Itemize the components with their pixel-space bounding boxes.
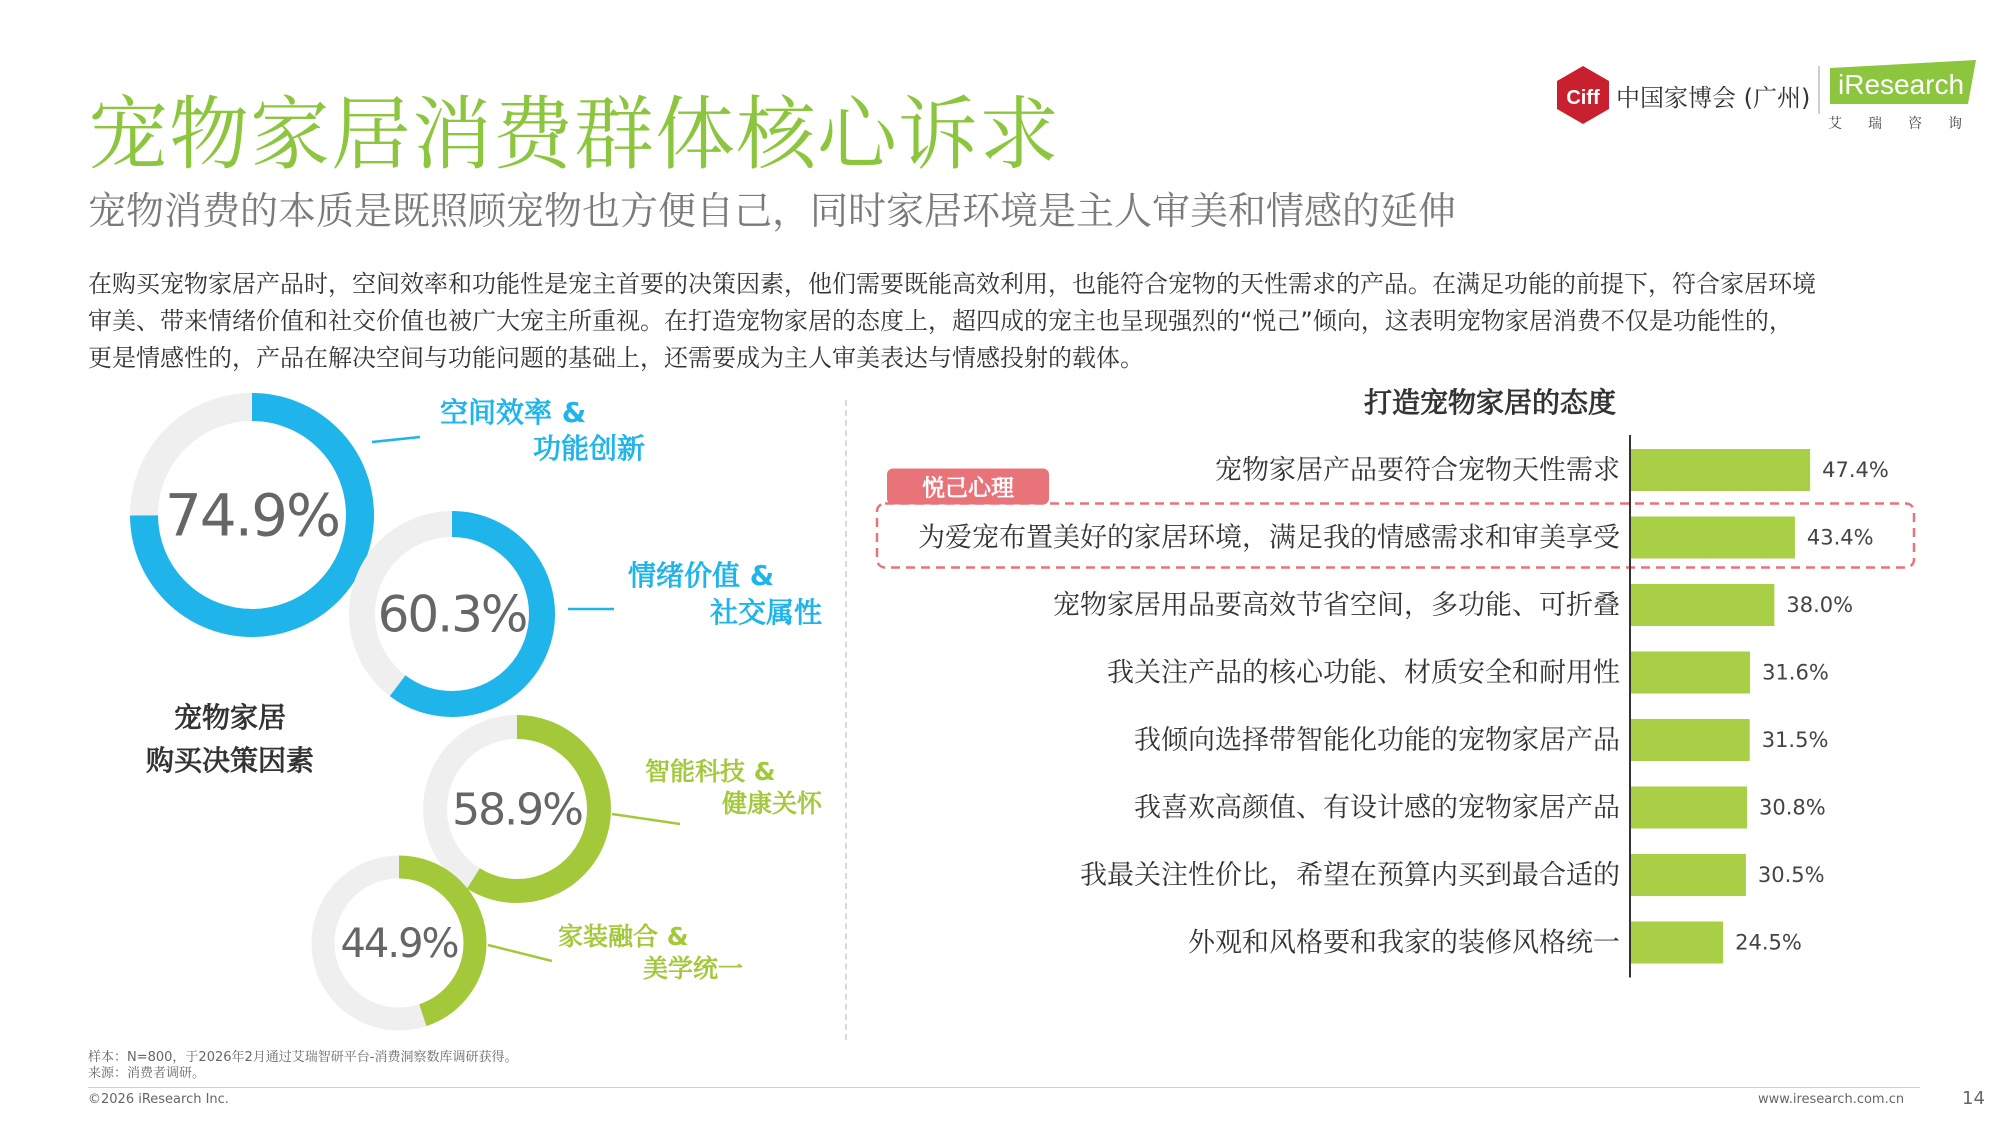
- bar: [1630, 854, 1746, 896]
- donut-category-label: 家装融合 &: [558, 922, 689, 951]
- description-line: 在购买宠物家居产品时，空间效率和功能性是宠主首要的决策因素，他们需要既能高效利用，也能符合宠物的天性需求的产品。在满足功能的前提下，符合家居环境: [88, 270, 1816, 298]
- donut-category-label: 情绪价值 &: [628, 559, 775, 592]
- donut-category-label: 智能科技 &: [645, 757, 776, 786]
- bar-value-label: 31.6%: [1762, 660, 1829, 685]
- iresearch-logo-icon: [1828, 58, 1978, 108]
- donut-group-label-line1: 宠物家居: [173, 701, 287, 734]
- description-line: 更是情感性的，产品在解决空间与功能问题的基础上，还需要成为主人审美表达与情感投射的载体。: [88, 344, 1144, 372]
- bar: [1630, 922, 1723, 964]
- bar-chart-title: 打造宠物家居的态度: [1363, 386, 1617, 419]
- donut-leader-line: [372, 437, 420, 442]
- iresearch-logo-text: iResearch: [1838, 69, 1965, 100]
- bar-value-label: 31.5%: [1761, 728, 1829, 752]
- section-divider: [845, 400, 847, 1040]
- page-number: 14: [1962, 1088, 1985, 1109]
- bar-value-label: 30.5%: [1757, 863, 1825, 887]
- bar-category-label: 为爱宠布置美好的家居环境，满足我的情感需求和审美享受: [918, 522, 1620, 554]
- logo-separator: [1818, 66, 1820, 114]
- attitude-bar-chart: [860, 380, 2000, 1020]
- bar: [1630, 719, 1750, 761]
- donut-category-label: 社交属性: [709, 596, 822, 629]
- ciff-logo-text: 中国家博会 (广州): [1616, 84, 1811, 112]
- bar-value-label: 38.0%: [1786, 593, 1854, 617]
- bar-value-label: 43.4%: [1806, 525, 1874, 550]
- ciff-logo-mark: Ciff: [1566, 87, 1600, 109]
- donut-charts: [0, 380, 845, 1040]
- bar-category-label: 我喜欢高颜值、有设计感的宠物家居产品: [1134, 792, 1620, 824]
- bar-value-label: 47.4%: [1822, 458, 1889, 482]
- bar-value-label: 30.8%: [1759, 795, 1826, 820]
- bar: [1630, 652, 1750, 694]
- donut-value-label: 60.3%: [377, 585, 527, 644]
- donut-value-label: 74.9%: [164, 481, 340, 550]
- footer-rule: [88, 1087, 1920, 1088]
- donut-category-label: 功能创新: [532, 432, 645, 465]
- donut-leader-line: [488, 945, 552, 961]
- bar-category-label: 我关注产品的核心功能、材质安全和耐用性: [1107, 657, 1620, 689]
- donut-category-label: 美学统一: [642, 954, 743, 983]
- description-line: 审美、带来情绪价值和社交价值也被广大宠主所重视。在打造宠物家居的态度上，超四成的宠主也呈现强烈的“悦己”倾向，这表明宠物家居消费不仅是功能性的，: [88, 307, 1793, 335]
- website-link[interactable]: www.iresearch.com.cn: [1758, 1092, 1905, 1107]
- bar-category-label: 外观和风格要和我家的装修风格统一: [1188, 927, 1620, 959]
- sample-note: 样本：N=800，于2026年2月通过艾瑞智研平台-消费洞察数库调研获得。: [88, 1050, 518, 1065]
- donut-value-label: 58.9%: [452, 784, 582, 836]
- bar: [1630, 584, 1774, 626]
- highlight-tag-label: 悦己心理: [922, 475, 1014, 502]
- page-subtitle: 宠物消费的本质是既照顾宠物也方便自己，同时家居环境是主人审美和情感的延伸: [88, 189, 1457, 233]
- bar: [1630, 787, 1747, 829]
- copyright: ©2026 iResearch Inc.: [88, 1092, 229, 1107]
- bar: [1630, 449, 1810, 491]
- donut-leader-line: [612, 814, 680, 824]
- donut-category-label: 空间效率 &: [440, 396, 587, 429]
- iresearch-logo-cn: 艾瑞咨询: [1828, 116, 1988, 132]
- bar-category-label: 我最关注性价比，希望在预算内买到最合适的: [1080, 860, 1620, 891]
- bar-category-label: 宠物家居产品要符合宠物天性需求: [1215, 455, 1620, 486]
- page-title: 宠物家居消费群体核心诉求: [88, 88, 1060, 181]
- bar-category-label: 我倾向选择带智能化功能的宠物家居产品: [1134, 725, 1620, 756]
- donut-category-label: 健康关怀: [721, 789, 822, 818]
- donut-value-label: 44.9%: [340, 921, 458, 967]
- bar: [1630, 517, 1795, 559]
- donut-group-label-line2: 购买决策因素: [145, 744, 315, 777]
- bar-category-label: 宠物家居用品要高效节省空间，多功能、可折叠: [1053, 590, 1620, 621]
- source-note: 来源：消费者调研。: [88, 1066, 206, 1081]
- bar-value-label: 24.5%: [1735, 930, 1802, 955]
- ciff-logo-icon: [1552, 64, 1614, 126]
- description-paragraph: [88, 266, 1918, 377]
